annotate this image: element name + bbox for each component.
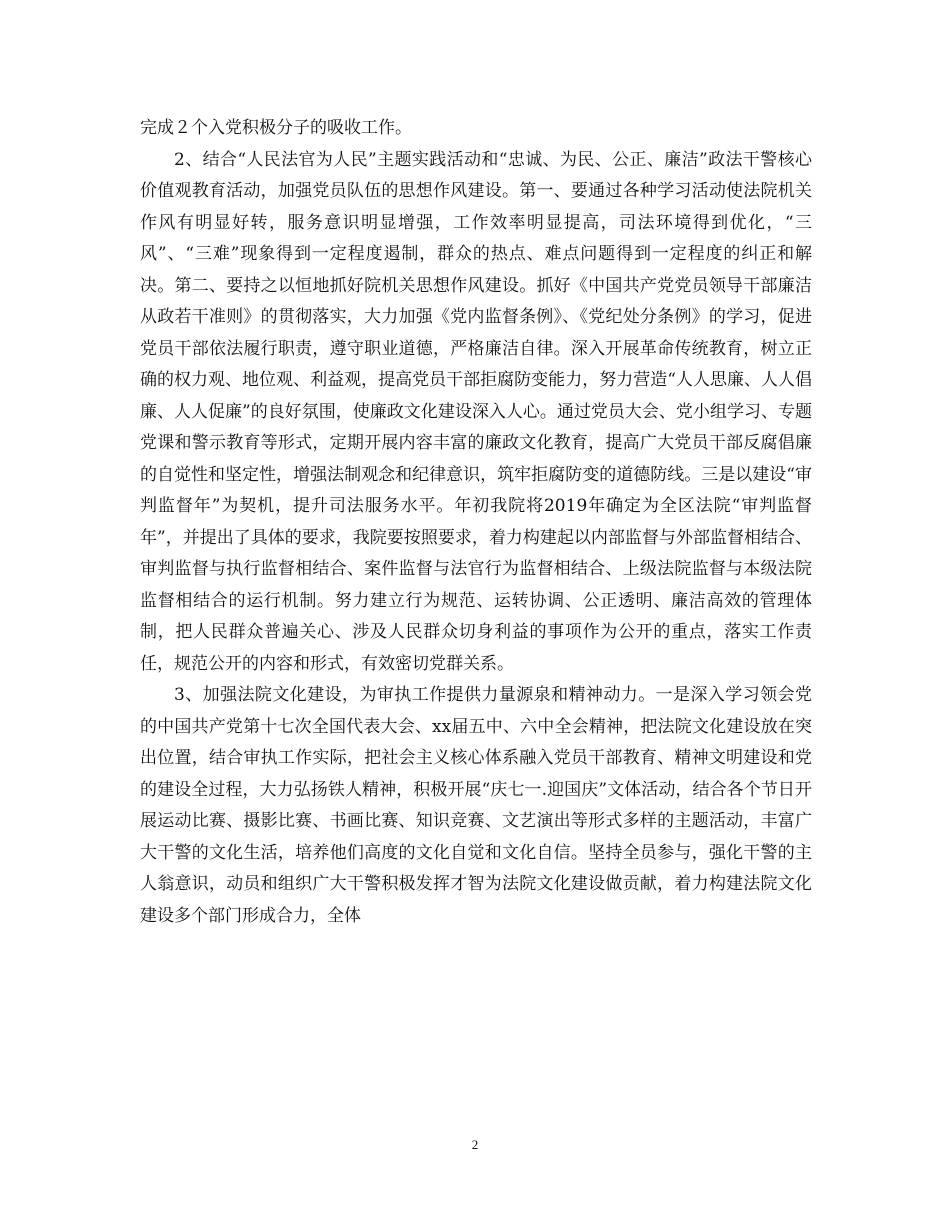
paragraph-3: 3、加强法院文化建设，为审执工作提供力量源泉和精神动力。一是深入学习领会党的中国共产党第十七次全国代表大会、xx届五中、六中全会精神，把法院文化建设放在突出位置，结合审执工作实际，把社会主义核心体系融入党员干部教育、精神文明建设和党的建设全过程，大力弘扬铁人精神，积极开展“庆七一.迎国庆”文体活动，结合各个节日开展运动比赛、摄影比赛、书画比赛、知识竞赛、文艺演出等形式多样的主题活动，丰富广大干警的文化生活，培养他们高度的文化自觉和文化自信。坚持全员参与，强化干警的主人翁意识，动员和组织广大干警积极发挥才智为法院文化建设做贡献，着力构建法院文化建设多个部门形成合力，全体: [140, 685, 812, 926]
paragraph-2: 2、结合“人民法官为人民”主题实践活动和“忠诚、为民、公正、廉洁”政法干警核心价值观教育活动，加强党员队伍的思想作风建设。第一、要通过各种学习活动使法院机关作风有明显好转，服务意识明显增强，工作效率明显提高，司法环境得到优化，“三风”、“三难”现象得到一定程度遏制，群众的热点、难点问题得到一定程度的纠正和解决。第二、要持之以恒地抓好院机关思想作风建设。抓好《中国共产党党员领导干部廉洁从政若干准则》的贯彻落实，大力加强《党内监督条例》、《党纪处分条例》的学习，促进党员干部依法履行职责，遵守职业道德，严格廉洁自律。深入开展革命传统教育，树立正确的权力观、地位观、利益观，提高党员干部拒腐防变能力，努力营造“人人思廉、人人倡廉、人人促廉”的良好氛围，使廉政文化建设深入人心。通过党员大会、党小组学习、专题党课和警示教育等形式，定期开展内容丰富的廉政文化教育，提高广大党员干部反腐倡廉的自觉性和坚定性，增强法制观念和纪律意识，筑牢拒腐防变的道德防线。三是以建设“审判监督年”为契机，提升司法服务水平。年初我院将2019年确定为全区法院“审判监督年”，并提出了具体的要求，我院要按照要求，着力构建起以内部监督与外部监督相结合、审判监督与执行监督相结合、案件监督与法官行为监督相结合、上级法院监督与本级法院监督相结合的运行机制。努力建立行为规范、运转协调、公正透明、廉洁高效的管理体制，把人民群众普遍关心、涉及人民群众切身利益的事项作为公开的重点，落实工作责任，规范公开的内容和形式，有效密切党群关系。: [140, 149, 812, 674]
paragraph-continuation: 完成２个入党积极分子的吸收工作。: [140, 118, 412, 138]
page-number: 2: [471, 1137, 479, 1152]
body-text: [140, 113, 812, 932]
